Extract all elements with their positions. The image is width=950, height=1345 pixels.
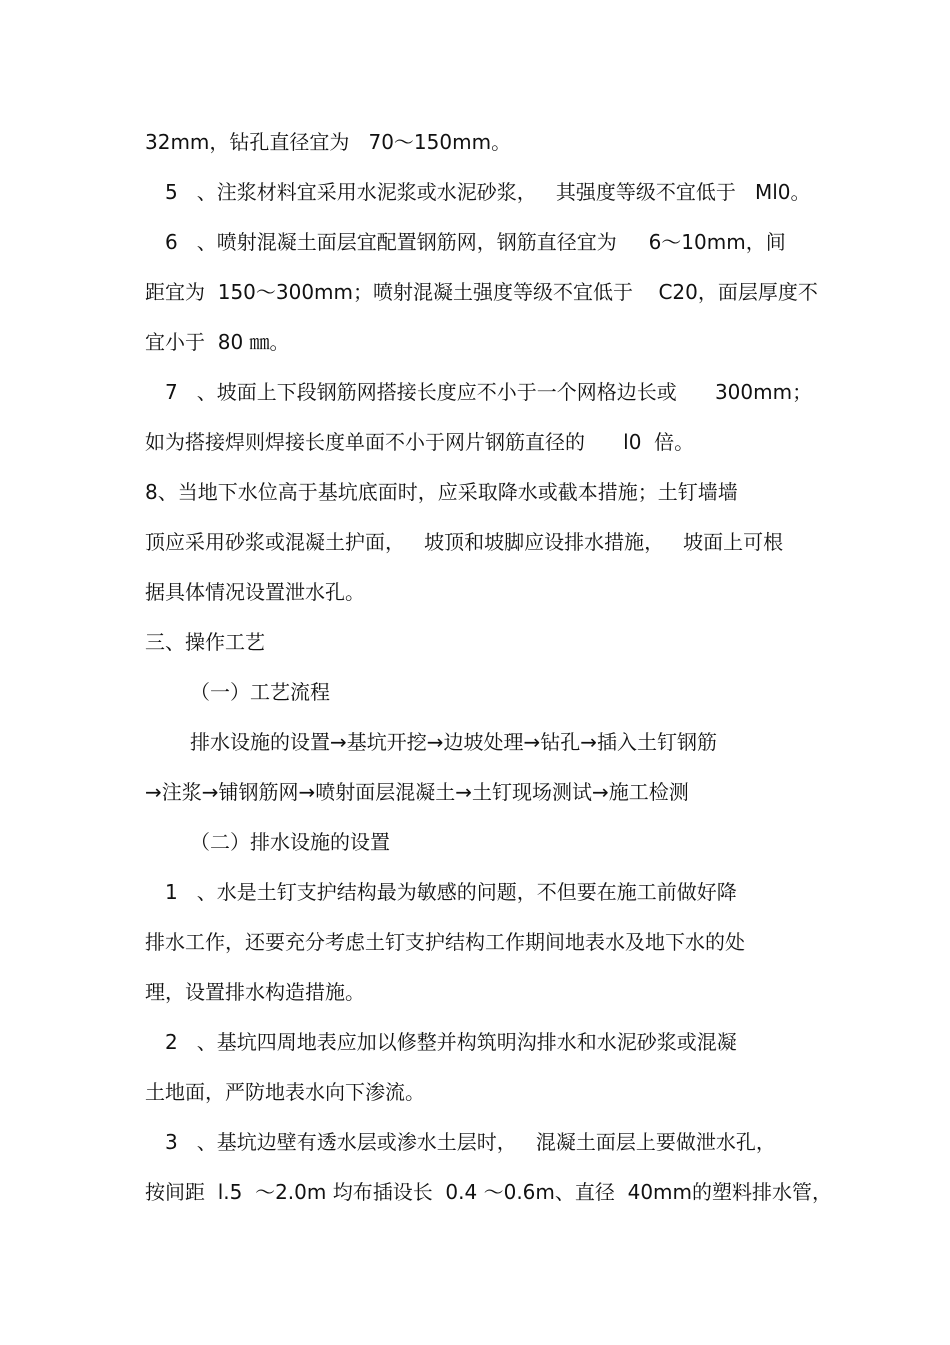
text-line-6: 7 、坡面上下段钢筋网搭接长度应不小于一个网格边长或 300mm； bbox=[165, 380, 813, 404]
text-line-2: 5 、注浆材料宜采用水泥浆或水泥砂浆， 其强度等级不宜低于 Ml0。 bbox=[165, 180, 811, 204]
section-heading: 三、操作工艺 bbox=[145, 630, 265, 654]
text-line-22: 按间距 l.5 ～2.0m 均布插设长 0.4 ～0.6m、直径 40mm的塑料排水管， bbox=[145, 1180, 833, 1204]
text-line-21: 3 、基坑边壁有透水层或渗水土层时， 混凝土面层上要做泄水孔， bbox=[165, 1130, 776, 1154]
text-line-8: 8、当地下水位高于基坑底面时，应采取降水或截本措施；土钉墙墙 bbox=[145, 480, 738, 504]
text-line-18: 理，设置排水构造措施。 bbox=[145, 980, 365, 1004]
subsection-heading-2: （二）排水设施的设置 bbox=[190, 830, 390, 854]
text-line-17: 排水工作，还要充分考虑土钉支护结构工作期间地表水及地下水的处 bbox=[145, 930, 745, 954]
text-line-9: 顶应采用砂浆或混凝土护面， 坡顶和坡脚应设排水措施， 坡面上可根 bbox=[145, 530, 784, 554]
text-line-4: 距宜为 150～300mm；喷射混凝土强度等级不宜低于 C20，面层厚度不 bbox=[145, 280, 818, 304]
text-line-14: →注浆→铺钢筋网→喷射面层混凝土→土钉现场测试→施工检测 bbox=[145, 780, 689, 804]
subsection-heading-1: （一）工艺流程 bbox=[190, 680, 330, 704]
text-line-20: 土地面，严防地表水向下渗流。 bbox=[145, 1080, 425, 1104]
text-line-19: 2 、基坑四周地表应加以修整并构筑明沟排水和水泥砂浆或混凝 bbox=[165, 1030, 737, 1054]
text-line-16: 1 、水是土钉支护结构最为敏感的问题，不但要在施工前做好降 bbox=[165, 880, 737, 904]
text-line-13: 排水设施的设置→基坑开挖→边坡处理→钻孔→插入土钉钢筋 bbox=[190, 730, 718, 754]
text-line-7: 如为搭接焊则焊接长度单面不小于网片钢筋直径的 l0 倍。 bbox=[145, 430, 695, 454]
text-line-1: 32mm，钻孔直径宜为 70～150mm。 bbox=[145, 130, 512, 154]
text-line-10: 据具体情况设置泄水孔。 bbox=[145, 580, 365, 604]
text-line-5: 宜小于 80 ㎜。 bbox=[145, 330, 290, 354]
text-line-3: 6 、喷射混凝土面层宜配置钢筋网，钢筋直径宜为 6～10mm，间 bbox=[165, 230, 786, 254]
